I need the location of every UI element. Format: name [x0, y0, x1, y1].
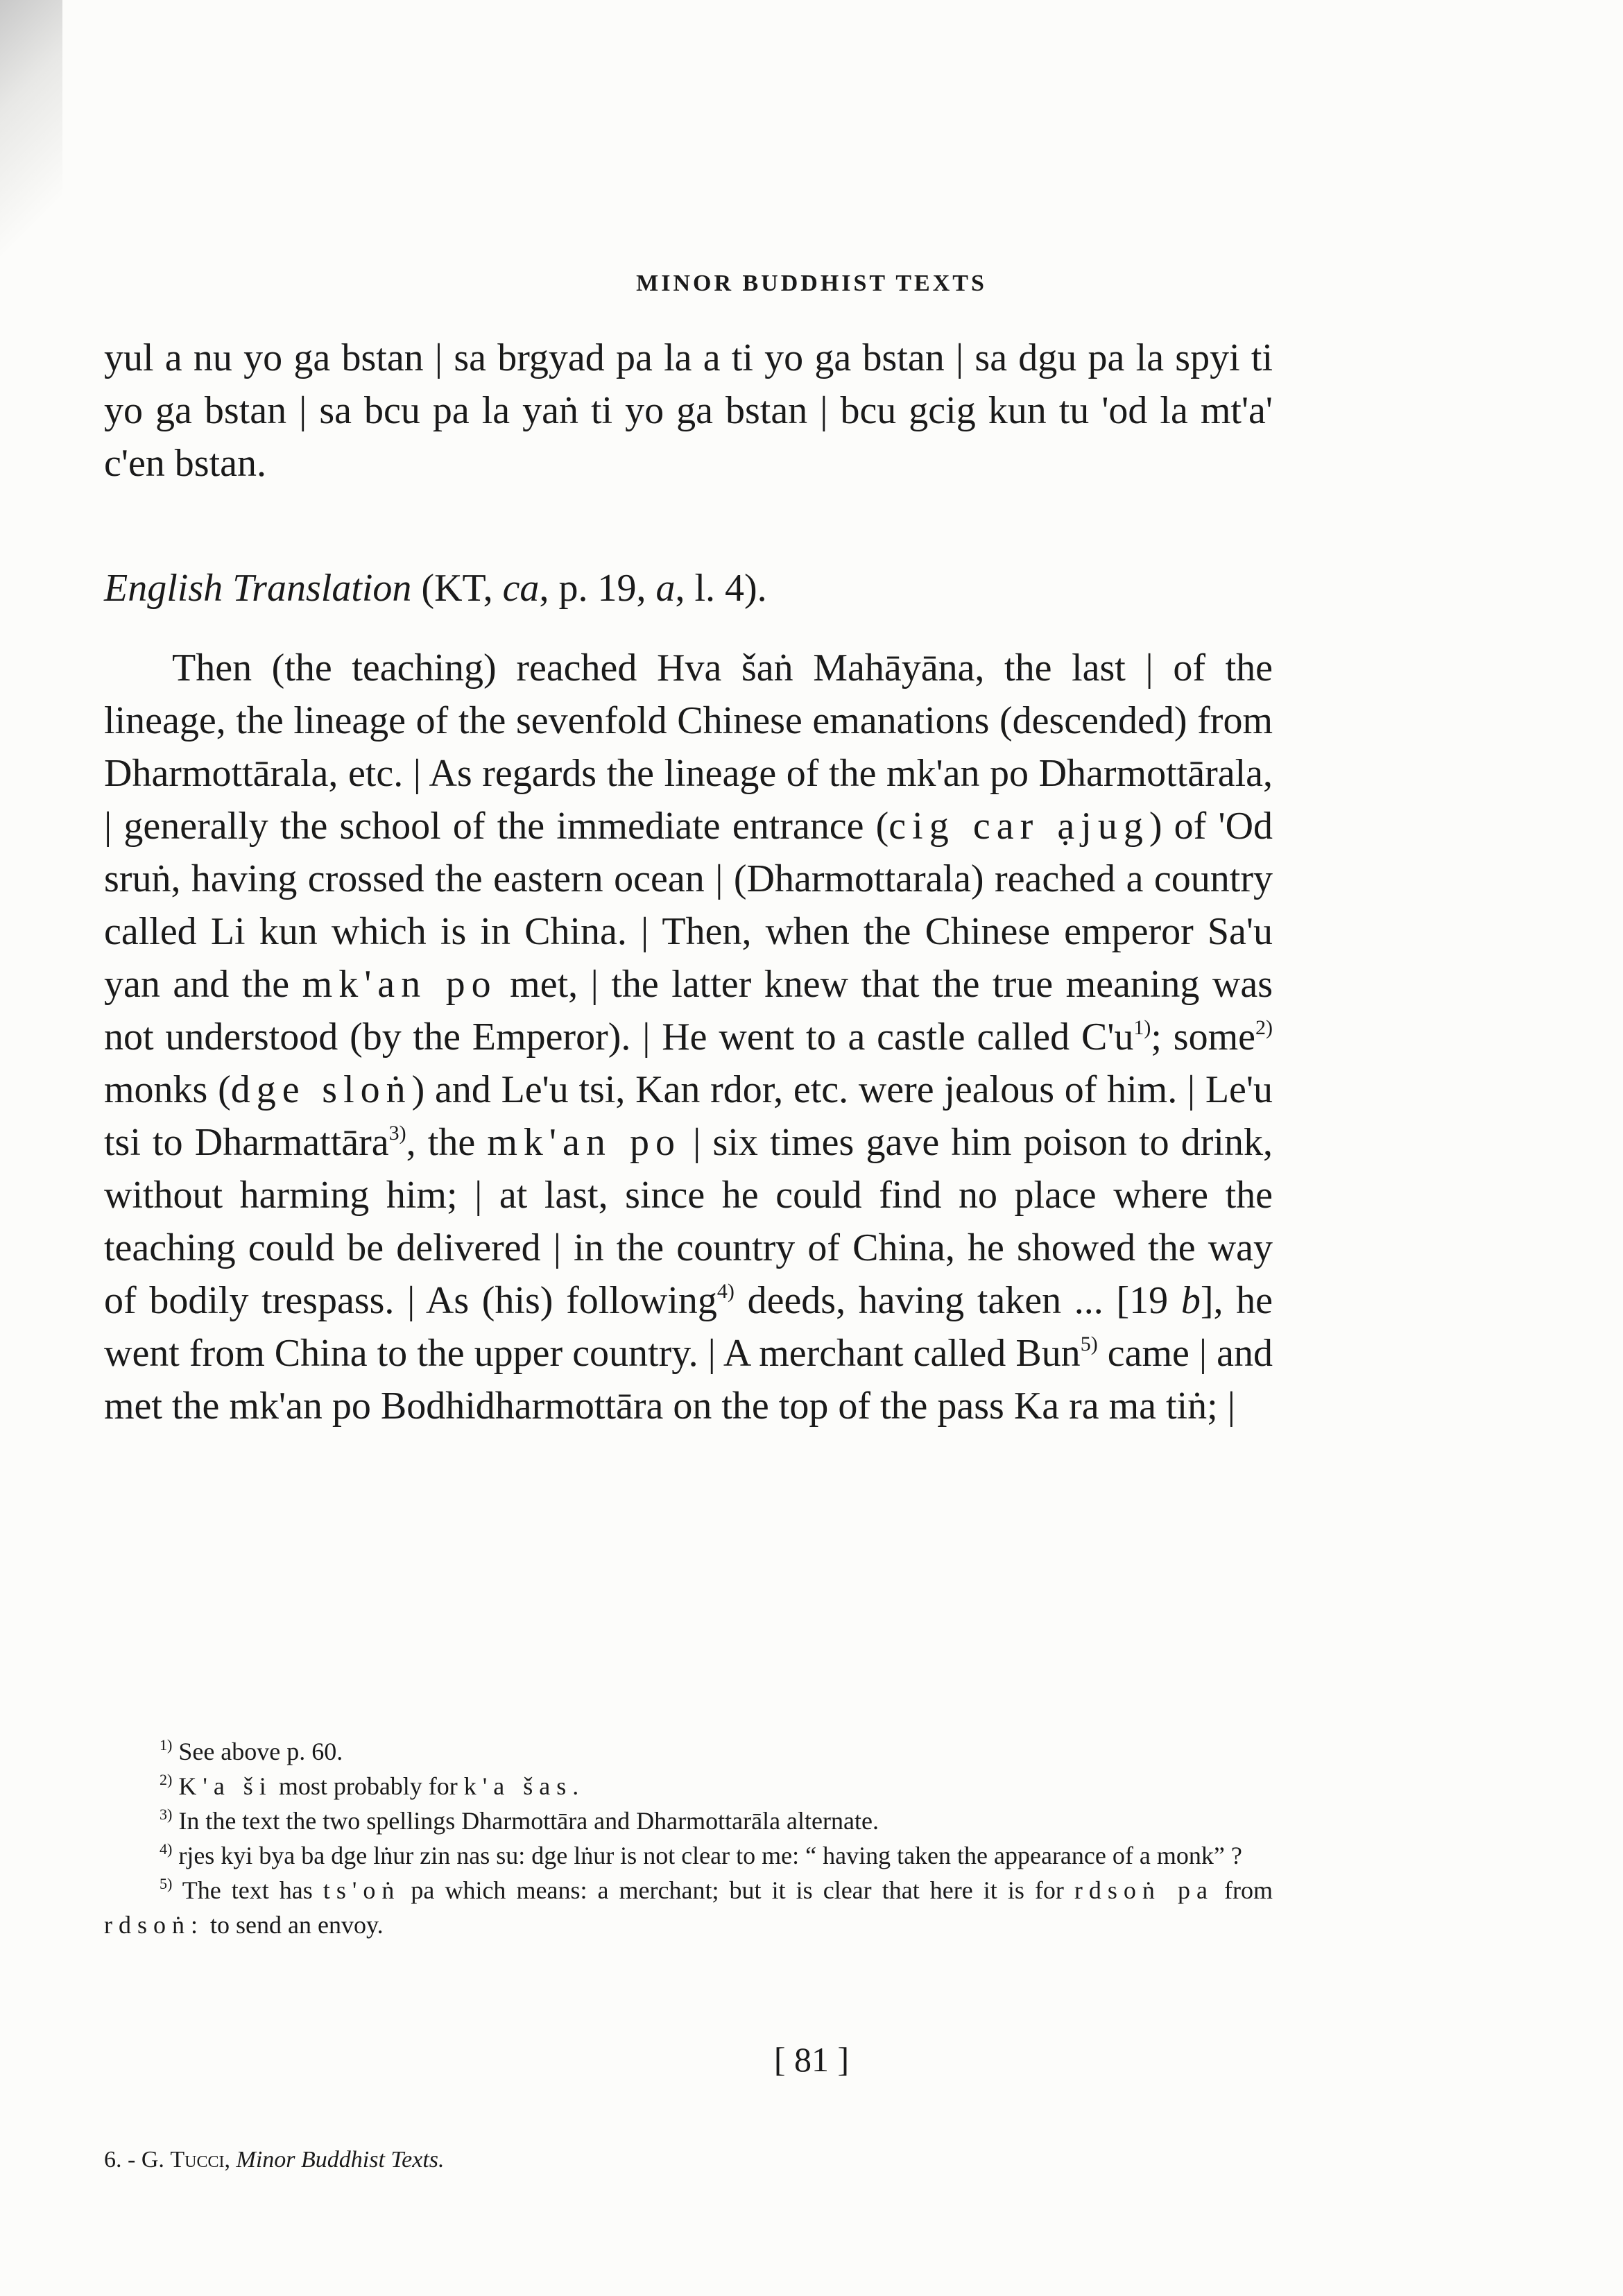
footnote-term: ts'oṅ: [323, 1876, 401, 1904]
tibetan-text: yul a nu yo ga bstan | sa brgyad pa la a ti yo ga bstan | sa dgu pa la spyi ti yo ga bstan | sa bcu pa la yaṅ ti yo ga bstan | bcu gcig kun tu 'od la mt'a' c'en bstan.: [104, 336, 1273, 485]
footnote-4: [104, 1838, 1273, 1873]
translation-body: [104, 642, 1273, 1432]
running-head: MINOR BUDDHIST TEXTS: [636, 271, 987, 296]
subheading-ref-close: , l. 4).: [675, 567, 767, 610]
footnote-5: [104, 1873, 1273, 1942]
body-text: came | and met the mk'an po Bodhidharmottāra on the top of the pass Ka ra ma tiṅ; |: [104, 1332, 1273, 1428]
subheading-ref-a: a: [655, 567, 676, 610]
footnote-term: rdsoṅ pa: [1074, 1876, 1214, 1904]
footnote-mark: 5): [160, 1875, 173, 1892]
footnote-text: .: [572, 1772, 579, 1800]
footnote-text: The text has: [172, 1876, 323, 1904]
scan-edge-shadow: [0, 0, 62, 264]
footnote-text: See above p. 60.: [172, 1738, 343, 1765]
footnote-ref-5: 5): [1080, 1333, 1098, 1355]
footnote-text: In the text the two spellings Dharmottāra and Dharmottarāla alternate.: [172, 1807, 879, 1835]
subheading-ref-mid: , p. 19,: [539, 567, 656, 610]
section-subheading: [104, 562, 1273, 615]
footnote-text: pa which means: a merchant; but it is clear that here it is for: [400, 1876, 1074, 1904]
signature-line: [104, 2147, 445, 2173]
term-mkan-po: mk'an po: [487, 1121, 681, 1164]
footnote-text: rjes kyi bya ba dge lṅur zin nas su: dge lṅur is not clear to me: “ having taken the appearance of a monk” ?: [172, 1842, 1242, 1869]
subheading-title: English Translation: [104, 567, 412, 610]
footnote-text: [172, 1772, 178, 1800]
translation-paragraph: [104, 642, 1273, 1432]
folio-side-b: b: [1180, 1279, 1201, 1322]
body-text: ) and Le'u tsi, Kan rdor, etc. were jealous of him. | Le'u tsi to Dharmattāra: [104, 1068, 1273, 1164]
signature-sep: ,: [224, 2147, 237, 2173]
body-text: , the: [406, 1121, 488, 1164]
body-text: Then (the teaching) reached Hva šaṅ Mahāyāna, the last | of the lineage, the lineage of the sevenfold Chinese emanations (descended) from Dharmottārala, etc. | As regards the lineage of the mk'an po Dharmottārala, | generally the school of the immediate entrance (: [104, 646, 1273, 848]
footnote-1: [104, 1734, 1273, 1769]
footnote-text: most probably for: [272, 1772, 464, 1800]
footnotes: [104, 1734, 1273, 1942]
term-mkan-po: mk'an po: [302, 963, 497, 1006]
body-text: met, | the latter knew that the true meaning was not understood (by the Emperor). | He went to a castle called C'u: [104, 963, 1273, 1059]
body-text: ; some: [1151, 1016, 1256, 1059]
body-text: monks (: [104, 1068, 231, 1111]
signature-author: Tucci: [170, 2147, 225, 2173]
footnote-3: [104, 1804, 1273, 1838]
subheading-ref-ca: ca: [502, 567, 540, 610]
footnote-text: from: [1213, 1876, 1273, 1904]
footnote-mark: 4): [160, 1840, 173, 1858]
footnote-ref-4: 4): [716, 1280, 735, 1303]
footnote-term: rdsoṅ:: [104, 1911, 204, 1939]
page-number: [ 81 ]: [773, 2040, 850, 2079]
footnote-mark: 2): [160, 1771, 173, 1788]
term-cig-car-ajug: cig car ạjug: [888, 805, 1149, 848]
footnote-mark: 3): [160, 1806, 173, 1823]
footnote-ref-1: 1): [1133, 1016, 1151, 1039]
body-text: ) of 'Od sruṅ, having crossed the eastern ocean | (Dharmottarala) reached a country called Li kun which is in China. | Then, when the Chinese emperor Sa'u yan and the: [104, 805, 1273, 1006]
body-text: ], he went from China to the upper country. | A merchant called Bun: [104, 1279, 1273, 1375]
term-dge-slon: dge sloṅ: [230, 1068, 412, 1111]
subheading-ref-open: (KT,: [421, 567, 503, 610]
body-text: | six times gave him poison to drink, without harming him; | at last, since he could find no place where the teaching could be delivered | in the country of China, he showed the way of bodily trespass. | As (his) following: [104, 1121, 1273, 1322]
footnote-ref-2: 2): [1255, 1016, 1273, 1039]
footnote-ref-3: 3): [388, 1122, 406, 1145]
footnote-mark: 1): [160, 1736, 173, 1754]
signature-number: 6. - G.: [104, 2147, 171, 2173]
footnote-term: k'a šas: [463, 1772, 573, 1800]
body-text: deeds, having taken ... [19: [734, 1279, 1181, 1322]
footnote-text: to send an envoy.: [204, 1911, 384, 1939]
footnote-2: [104, 1769, 1273, 1804]
signature-title: Minor Buddhist Texts.: [236, 2147, 445, 2173]
footnote-term: K'a ši: [178, 1772, 273, 1800]
